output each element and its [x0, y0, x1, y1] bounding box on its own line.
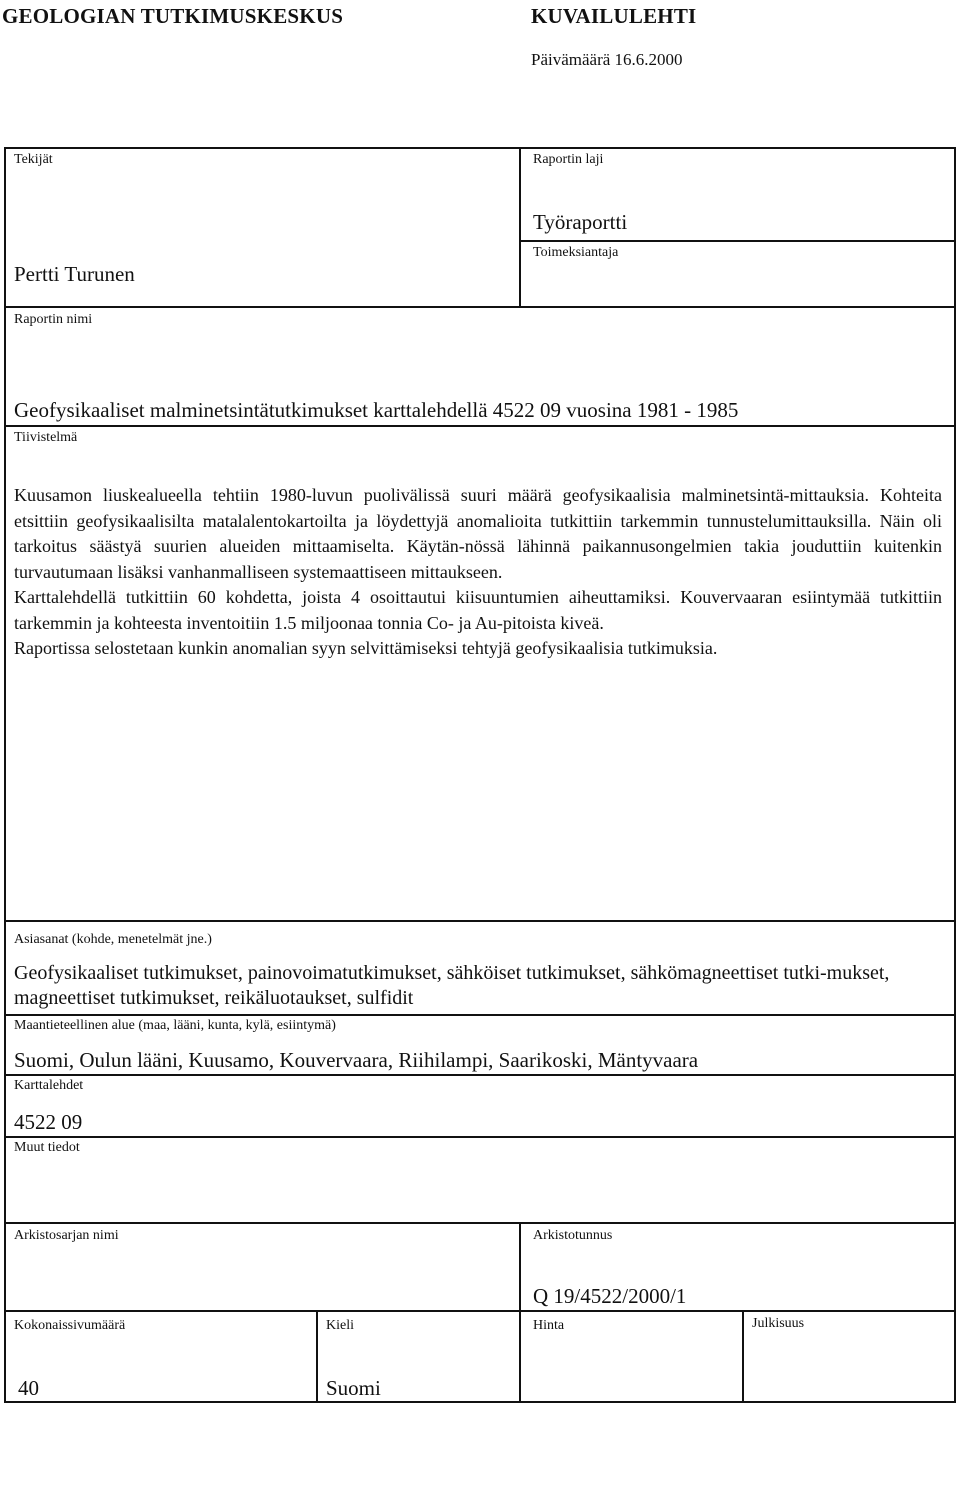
report-type-value: Työraportti [533, 210, 628, 234]
summary-label: Tiivistelmä [14, 430, 78, 445]
divider [4, 306, 956, 308]
divider [4, 1136, 956, 1138]
divider [4, 425, 956, 427]
summary-paragraph: Kuusamon liuskealueella tehtiin 1980-luvun puolivälissä suuri määrä geofysikaalisia malminetsintä-mittauksia. Kohteita etsittiin geofysikaalisilta matalalentokartoilta ja löydettyjä anomalioita tutkittiin tarkemmin tunnustelumittauksilla. Näin oli tarkoitus säästyä suurien alueiden mittaamiselta. Käytän-nössä lähinnä paikannusongelmien takia jouduttiin kuitenkin turvautumaan lisäksi vanhanmalliseen systemaattiseen mittaukseen. [14, 485, 942, 582]
divider [4, 1310, 956, 1312]
divider [519, 1222, 521, 1403]
form-frame [4, 147, 956, 1403]
report-name-value: Geofysikaaliset malminetsintätutkimukset karttalehdellä 4522 09 vuosina 1981 - 1985 [14, 398, 739, 422]
archive-id-value: Q 19/4522/2000/1 [533, 1284, 687, 1308]
divider [316, 1310, 318, 1403]
report-type-label: Raportin laji [533, 152, 604, 167]
authors-value: Pertti Turunen [14, 262, 135, 286]
archive-series-label: Arkistosarjan nimi [14, 1228, 119, 1243]
map-sheets-label: Karttalehdet [14, 1078, 84, 1093]
divider [4, 1222, 956, 1224]
price-label: Hinta [533, 1318, 565, 1333]
region-value: Suomi, Oulun lääni, Kuusamo, Kouvervaara, Riihilampi, Saarikoski, Mäntyvaara [14, 1048, 699, 1072]
summary-paragraph: Raportissa selostetaan kunkin anomalian syyn selvittämiseksi tehtyjä geofysikaalisia tutkimuksia. [14, 638, 718, 658]
region-label: Maantieteellinen alue (maa, lääni, kunta, kylä, esiintymä) [14, 1018, 336, 1033]
document-date: Päivämäärä 16.6.2000 [531, 50, 683, 69]
keywords-label: Asiasanat (kohde, menetelmät jne.) [14, 932, 212, 947]
total-pages-label: Kokonaissivumäärä [14, 1318, 126, 1333]
divider [4, 920, 956, 922]
document-type: KUVAILULEHTI [531, 4, 697, 28]
client-label: Toimeksiantaja [533, 245, 619, 260]
divider [4, 1074, 956, 1076]
summary-text [14, 483, 942, 662]
map-sheets-value: 4522 09 [14, 1110, 83, 1134]
divider [519, 240, 956, 242]
publicity-label: Julkisuus [752, 1316, 805, 1331]
summary-paragraph: Karttalehdellä tutkittiin 60 kohdetta, joista 4 osoittautui kiisuuntumien aiheuttamiksi. Kouvervaaran esiintymää tutkittiin tarkemmin ja kohteesta inventoitiin 1.5 miljoonaa tonnia Co- ja Au-pitoista kiveä. [14, 587, 942, 633]
divider [742, 1310, 744, 1403]
divider [4, 1014, 956, 1016]
language-value: Suomi [326, 1376, 381, 1400]
divider [519, 147, 521, 307]
organization-name: GEOLOGIAN TUTKIMUSKESKUS [2, 4, 344, 28]
report-name-label: Raportin nimi [14, 312, 93, 327]
keywords-value: Geofysikaaliset tutkimukset, painovoimatutkimukset, sähköiset tutkimukset, sähkömagneettiset tutki-mukset, magneettiset tutkimukset, reikäluotaukset, sulfidit [14, 962, 890, 1009]
language-label: Kieli [326, 1318, 354, 1333]
total-pages-value: 40 [18, 1376, 39, 1400]
archive-id-label: Arkistotunnus [533, 1228, 613, 1243]
authors-label: Tekijät [14, 152, 53, 167]
other-info-label: Muut tiedot [14, 1140, 80, 1155]
